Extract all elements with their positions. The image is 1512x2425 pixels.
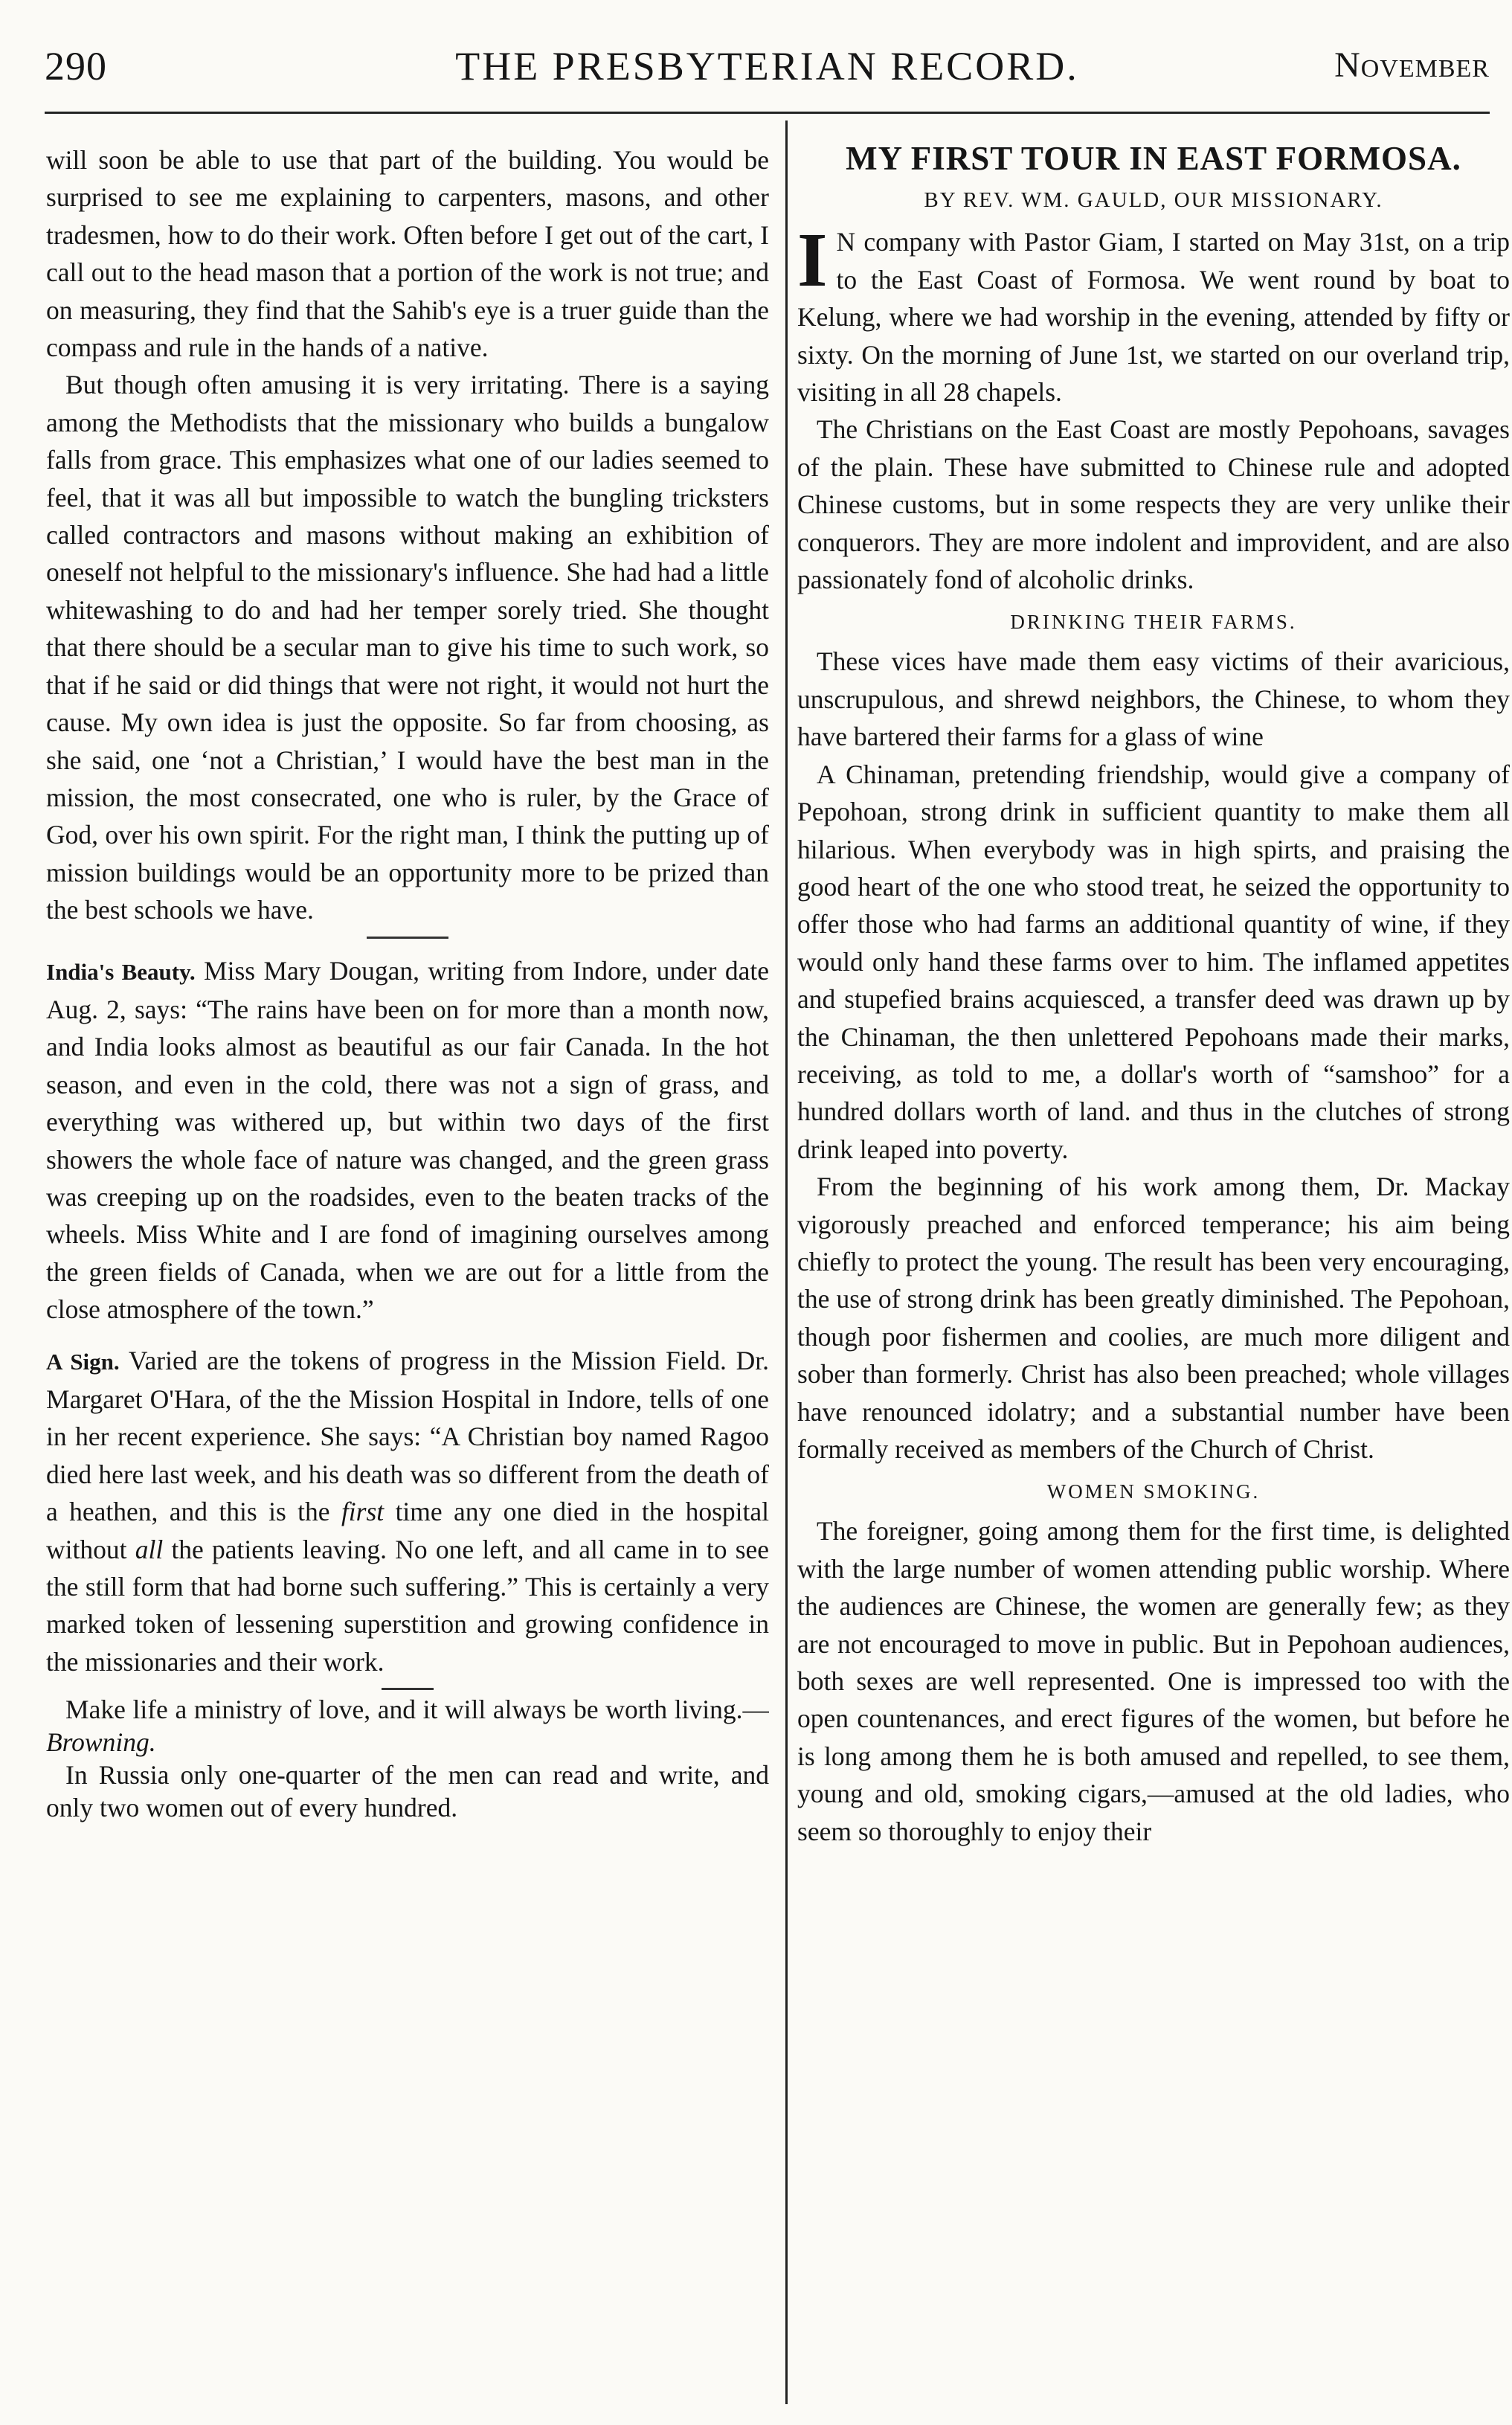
section-divider (382, 1688, 434, 1690)
drop-cap: I (797, 217, 828, 303)
section-text: Miss Mary Dougan, writing from Indore, under date Aug. 2, says: “The rains have been on for more than a month now, and India looks almost as beautiful as our fair Canada. In the hot season, and even in the cold, there was not a sign of grass, and everything was withered up, but within two days of the first showers the whole face of nature was changed, and the green grass was creeping up on the roadsides, even to the beaten tracks of the wheels. Miss White and I are fond of imagining ourselves among the green fields of Canada, when we are out for a little from the close atmosphere of the town.” (46, 955, 769, 1325)
running-head (45, 43, 1490, 95)
section-text: time any one died in the hospital without (46, 1497, 769, 1564)
subheading-women-smoking: WOMEN SMOKING. (1046, 1480, 1261, 1503)
section-divider (367, 937, 448, 939)
issue-month: November (1334, 45, 1490, 85)
journal-title: THE PRESBYTERIAN RECORD. (455, 44, 1079, 89)
article-byline: BY REV. WM. GAULD, OUR MISSIONARY. (924, 188, 1383, 212)
header-rule (45, 112, 1490, 114)
indias-beauty-section (46, 952, 769, 1329)
section-sidehead: India's Beauty. (46, 958, 196, 985)
section-text: Varied are the tokens of progress in the Mission Field. Dr. Margaret O'Hara, of the the Mission Hospital in Indore, tells of one in her recent experience. She says: “A Christian boy named Ragoo died here last week, and his death was so different from the death of a heathen, and this is the (46, 1345, 769, 1527)
paragraph: From the beginning of his work among them, Dr. Mackay vigorously preached and enforced temperance; his aim being chiefly to protect the young. The result has been very encouraging, the use of strong drink has been greatly diminished. The Pepohoan, though poor fishermen and coolies, are much more diligent and sober than formerly. Christ has also been preached; whole villages have renounced idolatry; and a substantial number have been formally received as members of the Church of Christ. (797, 1172, 1510, 1464)
paragraph: These vices have made them easy victims of their avaricious, unscrupulous, and shrewd neighbors, the Chinese, to whom they have bartered their farms for a glass of wine (797, 646, 1510, 752)
emphasis: all (135, 1534, 164, 1564)
section-sidehead: A Sign. (46, 1348, 120, 1375)
a-sign-section (46, 1342, 769, 1681)
column-rule (785, 121, 788, 2404)
paragraph: But though often amusing it is very irritating. There is a saying among the Methodists that the missionary who builds a bungalow falls from grace. This emphasizes what one of our ladies seemed to feel, that it was all but impossible to watch the bungling tricksters called contractors and masons without making an exhibition of oneself not helpful to the missionary's influence. She had had a little whitewashing to do and had her temper sorely tried. She thought that there should be a secular man to give his time to such work, so that if he said or did things that were not right, it would not hurt the cause. My own idea is just the opposite. So far from choosing, as she said, one ‘not a Christian,’ I would have the best man in the mission, the most consecrated, one who is ruler, by the Grace of God, over his own spirit. For the right man, I think the putting up of mission buildings would be an opportunity more to be prized than the best schools we have. (46, 370, 769, 925)
subheading-drinking-their-farms: DRINKING THEIR FARMS. (1010, 611, 1297, 634)
emphasis: first (341, 1497, 385, 1527)
opening-paragraph (797, 217, 1510, 411)
continued-paragraph: will soon be able to use that part of the building. You would be surprised to see me explaining to carpenters, masons, and other tradesmen, how to do their work. Often before I get out of the cart, I call out to the head mason that a portion of the work is not true; and on measuring, they find that the Sahib's eye is a truer guide than the compass and rule in the hands of a native. (46, 145, 769, 363)
paragraph: A Chinaman, pretending friendship, would give a company of Pepohoan, strong drink in sufficient quantity to make them all hilarious. When everybody was in high spirts, and praising the good heart of the one who stood treat, he seized the opportunity to offer those who had farms an additional quantity of wine, if they would only hand these farms over to him. The inflamed appetites and stupefied brains acquiesced, a transfer deed was drawn up by the Chinaman, the then unlettered Pepohoans made their marks, receiving, as told to me, a dollar's worth of “samshoo” for a hundred dollars worth of land. and thus in the clutches of strong drink leaped into poverty. (797, 759, 1510, 1164)
paragraph-text: N company with Pastor Giam, I started on May 31st, on a trip to the East Coast of Formosa. We went round by boat to Kelung, where we had worship in the evening, attended by fifty or sixty. On the morning of June 1st, we started on our overland trip, visiting in all 28 chapels. (797, 227, 1510, 408)
quote-text: Make life a ministry of love, and it will always be worth living.— (65, 1695, 769, 1725)
page-number: 290 (45, 44, 107, 89)
section-text: the patients leaving. No one left, and all came in to see the still form that had borne such suffering.” This is certainly a very marked token of lessening superstition and growing confidence in the missionaries and their work. (46, 1534, 769, 1677)
paragraph: The foreigner, going among them for the first time, is delighted with the large number of women attending public worship. Where the audiences are Chinese, the women are generally few; as they are not encouraged to move in public. But in Pepohoan audiences, both sexes are well represented. One is impressed too with the open countenances, and erect figures of the women, but before he is long among them he is both amused and repelled, to see them, young and old, smoking cigars,—amused at the old ladies, who seem so thoroughly to enjoy their (797, 1516, 1510, 1846)
paragraph: The Christians on the East Coast are mostly Pepohoans, savages of the plain. These have submitted to Chinese rule and adopted Chinese customs, but in some respects they are very unlike their conquerors. They are more indolent and improvident, and are also passionately fond of alcoholic drinks. (797, 414, 1510, 595)
filler-note: In Russia only one-quarter of the men can read and write, and only two women out of every hundred. (46, 1760, 769, 1823)
quote-attribution: Browning. (46, 1727, 156, 1758)
right-column (797, 141, 1510, 2410)
left-column (46, 141, 769, 2410)
filler-quote (46, 1693, 769, 1758)
article-title: MY FIRST TOUR IN EAST FORMOSA. (846, 141, 1461, 177)
